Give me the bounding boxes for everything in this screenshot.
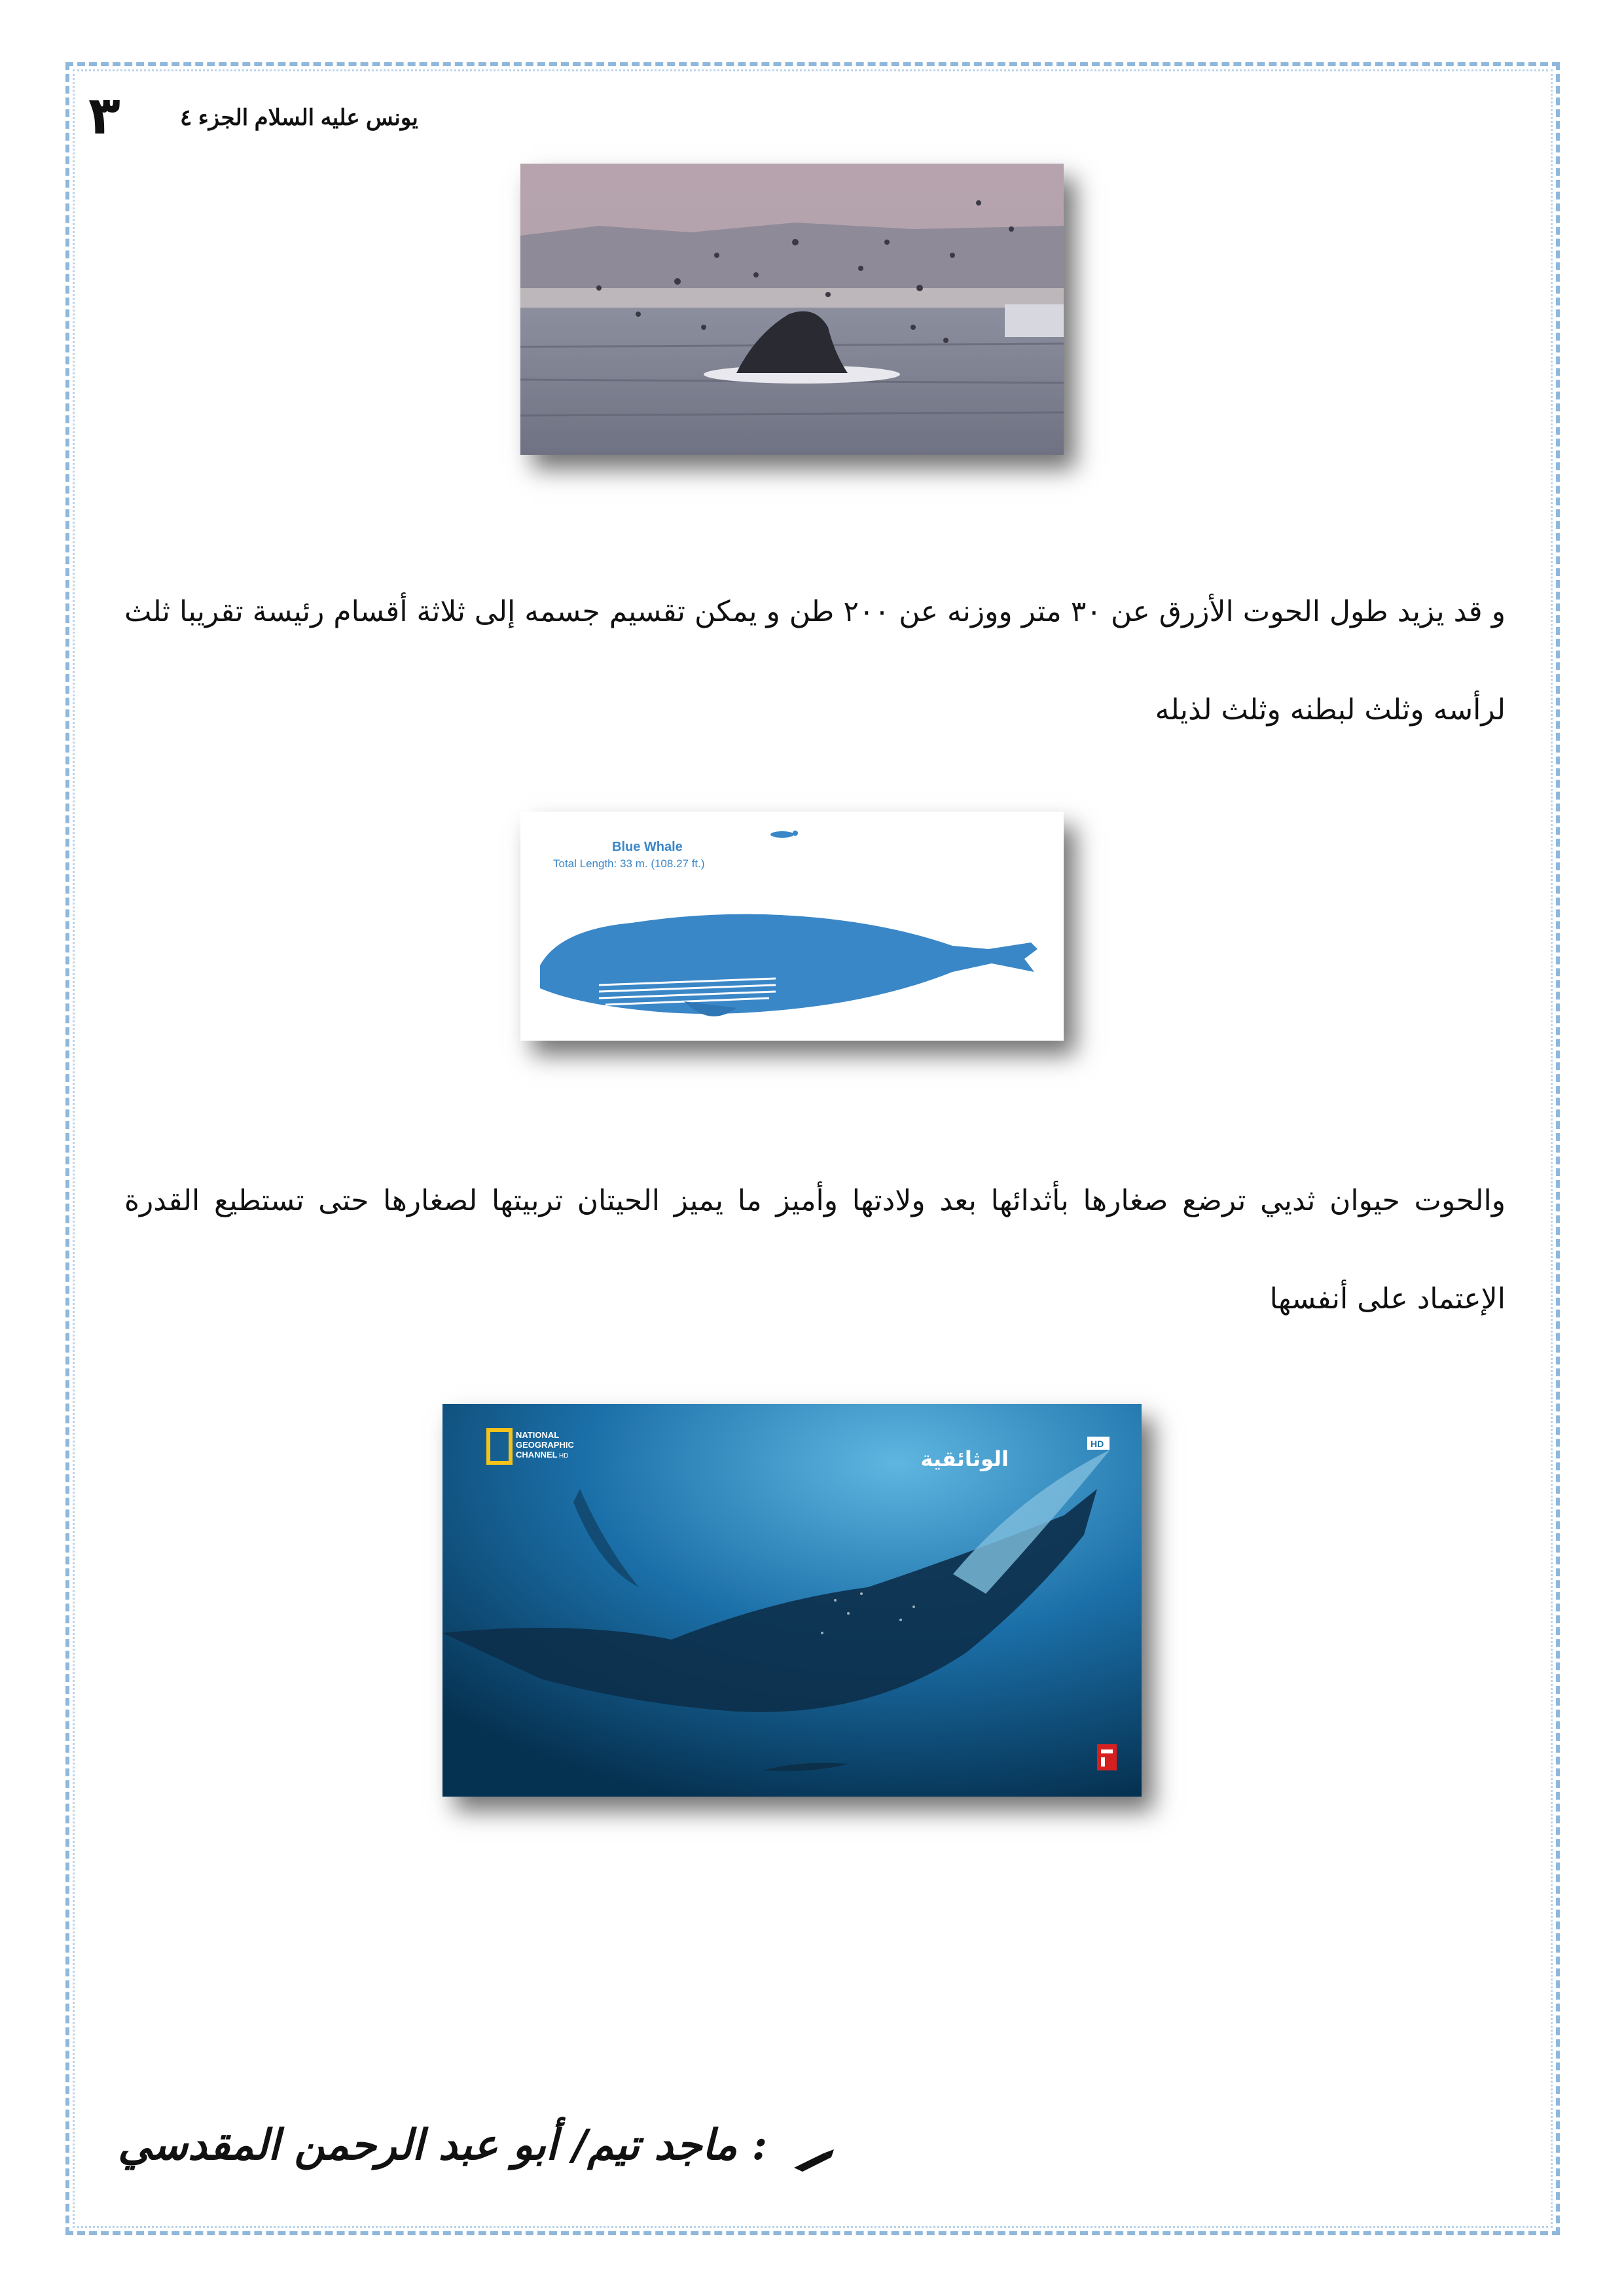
signature-text: : ماجد تيم/ أبو عبد الرحمن المقدسي [118, 2121, 768, 2170]
underwater-whale-photo [442, 1404, 1142, 1797]
pen-icon [791, 2136, 837, 2162]
paragraph-blue-whale-size: و قد يزيد طول الحوت الأزرق عن ٣٠ متر ووزنه عن ٢٠٠ طن و يمكن تقسيم جسمه إلى ثلاثة أقسام رئيسة تقريبا ثلث لرأسه وثلث لبطنه وثلث لذيله [124, 595, 1506, 726]
channel-name: الوثائقية [920, 1446, 1009, 1471]
diagram-length-label: Total Length: 33 m. (108.27 ft.) [553, 857, 705, 870]
diagram-title: Blue Whale [612, 840, 683, 854]
author-signature [118, 2121, 837, 2170]
natgeo-line3: CHANNEL [516, 1450, 558, 1460]
rating-icon [1097, 1744, 1117, 1770]
natgeo-line1: NATIONAL [516, 1430, 560, 1440]
natgeo-badge: HD [559, 1452, 569, 1460]
blue-whale-diagram [520, 812, 1064, 1041]
header-title: يونس عليه السلام الجزء ٤ [180, 105, 418, 130]
page-header [88, 85, 1536, 146]
page-number: ٣ [88, 85, 120, 146]
paragraph-mammal: والحوت حيوان ثديي ترضع صغارها بأثدائها بعد ولادتها وأميز ما يميز الحيتان تربيتها لصغارها حتى تستطيع القدرة الإعتماد على أنفسها [124, 1184, 1506, 1316]
whale-feeding-photo [520, 164, 1064, 455]
natgeo-line2: GEOGRAPHIC [516, 1440, 574, 1450]
channel-badge: HD [1091, 1439, 1104, 1449]
